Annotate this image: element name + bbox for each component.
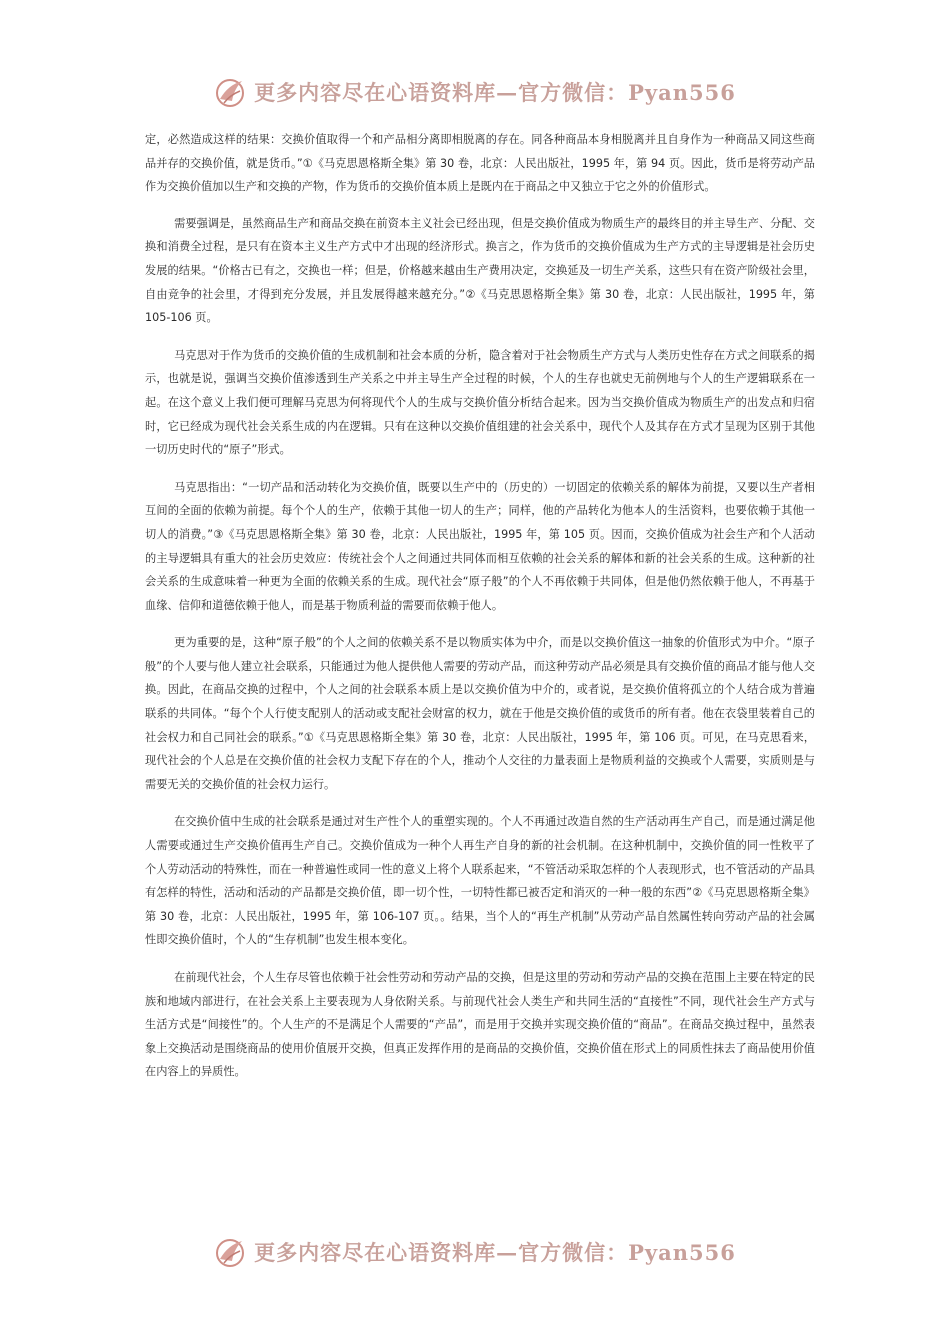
paragraph: 在前现代社会，个人生存尽管也依赖于社会性劳动和劳动产品的交换，但是这里的劳动和劳动产品的交换在范围上主要在特定的民族和地域内部进行，在社会关系上主要表现为人身依附关系。与前现代社会人类生产和共同生活的“直接性”不同，现代社会生产方式与生活方式是“间接性”的。个人生产的不是满足个人需要的“产品”，而是用于交换并实现交换价值的“商品”。在商品交换过程中，虽然表象上交换活动是围绕商品的使用价值展开交换，但真正发挥作用的是商品的交换价值，交换价值在形式上的同质性抹去了商品使用价值在内容上的异质性。 xyxy=(145,971,815,1079)
paragraph: 需要强调是，虽然商品生产和商品交换在前资本主义社会已经出现，但是交换价值成为物质生产的最终目的并主导生产、分配、交换和消费全过程，是只有在资本主义生产方式中才出现的经济形式。换言之，作为货币的交换价值成为生产方式的主导逻辑是社会历史发展的结果。“价格古已有之，交换也一样；但是，价格越来越由生产费用决定，交换延及一切生产关系，这些只有在资产阶级社会里，自由竞争的社会里，才得到充分发展，并且发展得越来越充分。”②《马克思恩格斯全集》第 30 卷，北京：人民出版社，1995 年，第 105-106 页。 xyxy=(145,216,815,325)
paragraph: 马克思对于作为货币的交换价值的生成机制和社会本质的分析，隐含着对于社会物质生产方式与人类历史性存在方式之间联系的揭示，也就是说，强调当交换价值渗透到生产关系之中并主导生产全过程的时候，个人的生存也就史无前例地与个人的生产逻辑联系在一起。在这个意义上我们便可理解马克思为何将现代个人的生成与交换价值分析结合起来。因为当交换价值成为物质生产的出发点和归宿时，它已经成为现代社会关系生成的内在逻辑。只有在这种以交换价值组建的社会关系中，现代个人及其存在方式才呈现为区别于其他一切历史时代的“原子”形式。 xyxy=(145,348,815,457)
logo-icon xyxy=(214,1235,248,1269)
wechat-id: Pyan556 xyxy=(628,79,736,105)
paragraph: 马克思指出：“一切产品和活动转化为交换价值，既要以生产中的（历史的）一切固定的依赖关系的解体为前提，又要以生产者相互间的全面的依赖为前提。每个个人的生产，依赖于其他一切人的生产；同样，他的产品转化为他本人的生活资料，也要依赖于其他一切人的消费。”③《马克思恩格斯全集》第 30 卷，北京：人民出版社，1995 年，第 105 页。因而，交换价值成为社会生产和个人活动的主导逻辑具有重大的社会历史效应：传统社会个人之间通过共同体而相互依赖的社会关系的解体和新的社会关系的生成。这种新的社会关系的生成意味着一种更为全面的依赖关系的生成。现代社会“原子般”的个人不再依赖于共同体，但是他仍然依赖于他人，不再基于血缘、信仰和道德依赖于他人，而是基于物质利益的需要而依赖于他人。 xyxy=(145,480,815,612)
paragraph: 在交换价值中生成的社会联系是通过对生产性个人的重塑实现的。个人不再通过改造自然的生产活动再生产自己，而是通过满足他人需要或通过生产交换价值再生产自己。交换价值成为一种个人再生产自身的新的社会机制。在这种机制中，交换价值的同一性敉平了个人劳动活动的特殊性，而在一种普遍性或同一性的意义上将个人联系起来，“不管活动采取怎样的个人表现形式，也不管活动的产品具有怎样的特性，活动和活动的产品都是交换价值，即一切个性，一切特性都已被否定和消灭的一种一般的东西”②《马克思恩格斯全集》第 30 卷，北京：人民出版社，1995 年，第 106-107 页。。结果，当个人的“再生产机制”从劳动产品自然属性转向劳动产品的社会属性即交换价值时，个人的“生存机制”也发生根本变化。 xyxy=(145,815,815,947)
banner-text: 更多内容尽在心语资料库—官方微信： xyxy=(254,1240,629,1265)
header-banner xyxy=(0,72,950,112)
paragraph: 定，必然造成这样的结果：交换价值取得一个和产品相分离即相脱离的存在。同各种商品本身相脱离并且自身作为一种商品又同这些商品并存的交换价值，就是货币。”①《马克思恩格斯全集》第 30 卷，北京：人民出版社，1995 年，第 94 页。因此，货币是将劳动产品作为交换价值加以生产和交换的产物，作为货币的交换价值本质上是既内在于商品之中又独立于它之外的价值形式。 xyxy=(145,133,815,194)
wechat-id: Pyan556 xyxy=(628,1239,736,1265)
logo-icon xyxy=(214,75,248,109)
document-body xyxy=(145,128,815,1098)
footer-banner xyxy=(0,1232,950,1272)
paragraph: 更为重要的是，这种“原子般”的个人之间的依赖关系不是以物质实体为中介，而是以交换价值这一抽象的价值形式为中介。“原子般”的个人要与他人建立社会联系，只能通过为他人提供他人需要的劳动产品，而这种劳动产品必须是具有交换价值的商品才能与他人交换。因此，在商品交换的过程中，个人之间的社会联系本质上是以交换价值为中介的，或者说，是交换价值将孤立的个人结合成为普遍联系的共同体。“每个个人行使支配别人的活动或支配社会财富的权力，就在于他是交换价值的或货币的所有者。他在衣袋里装着自己的社会权力和自己同社会的联系。”①《马克思恩格斯全集》第 30 卷，北京：人民出版社，1995 年，第 106 页。可见，在马克思看来，现代社会的个人总是在交换价值的社会权力支配下存在的个人，推动个人交往的力量表面上是物质利益的交换或个人需要，实质则是与需要无关的交换价值的社会权力运行。 xyxy=(145,636,815,791)
banner-text: 更多内容尽在心语资料库—官方微信： xyxy=(254,80,629,105)
